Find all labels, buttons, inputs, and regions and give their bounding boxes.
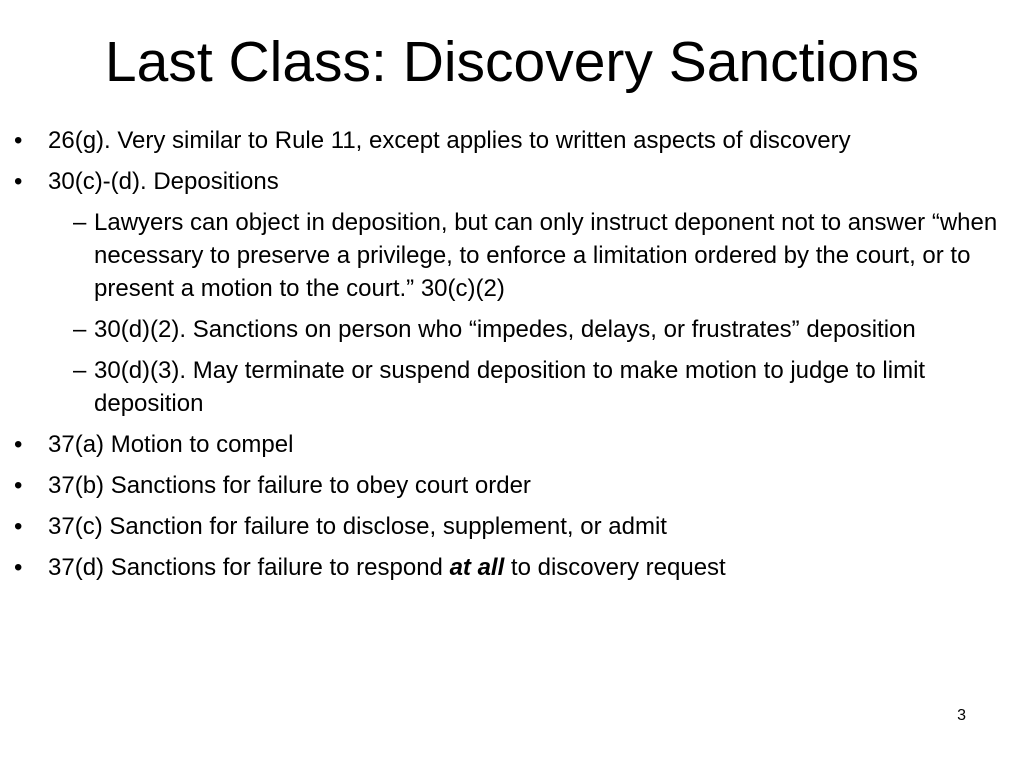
slide-title: Last Class: Discovery Sanctions: [104, 30, 920, 94]
bullet-marker: •: [14, 431, 23, 458]
bullet-emphasis: at all: [449, 554, 505, 581]
sub-bullet-item-object: [73, 206, 1014, 305]
dash-marker: –: [73, 209, 87, 236]
bullet-text-after: to discovery request: [504, 554, 726, 581]
bullet-text: 37(c) Sanction for failure to disclose, supplement, or admit: [48, 513, 667, 540]
dash-marker: –: [73, 316, 87, 343]
bullet-marker: •: [14, 472, 23, 499]
page-number: 3: [957, 707, 966, 724]
dash-marker: –: [73, 357, 87, 384]
bullet-text: 37(a) Motion to compel: [48, 431, 294, 458]
bullet-item-37d: [14, 551, 1014, 584]
sub-bullet-item-30d3: [73, 354, 1014, 420]
bullet-item-37c: [14, 510, 1014, 543]
bullet-marker: •: [14, 127, 23, 154]
bullet-item-37a: [14, 428, 1014, 461]
bullet-item-26g: [14, 124, 1014, 157]
bullet-text: 37(b) Sanctions for failure to obey court order: [48, 472, 531, 499]
bullet-marker: •: [14, 168, 23, 195]
bullet-text: 26(g). Very similar to Rule 11, except applies to written aspects of discovery: [48, 127, 851, 154]
bullet-marker: •: [14, 554, 23, 581]
sub-bullet-item-30d2: [73, 313, 1014, 346]
sub-bullet-text: 30(d)(3). May terminate or suspend deposition to make motion to judge to limit deposition: [94, 357, 926, 417]
bullet-list: [14, 124, 1014, 592]
bullet-item-30cd: [14, 165, 1014, 198]
sub-bullet-text: Lawyers can object in deposition, but can only instruct deponent not to answer “when necessary to preserve a privilege, to enforce a limitation ordered by the court, or to present a motion to the court.” 30(c)(2): [94, 209, 998, 302]
bullet-item-37b: [14, 469, 1014, 502]
sub-bullet-text: 30(d)(2). Sanctions on person who “impedes, delays, or frustrates” deposition: [94, 316, 916, 343]
bullet-marker: •: [14, 513, 23, 540]
bullet-text: 30(c)-(d). Depositions: [48, 168, 279, 195]
bullet-text-before: 37(d) Sanctions for failure to respond: [48, 554, 450, 581]
